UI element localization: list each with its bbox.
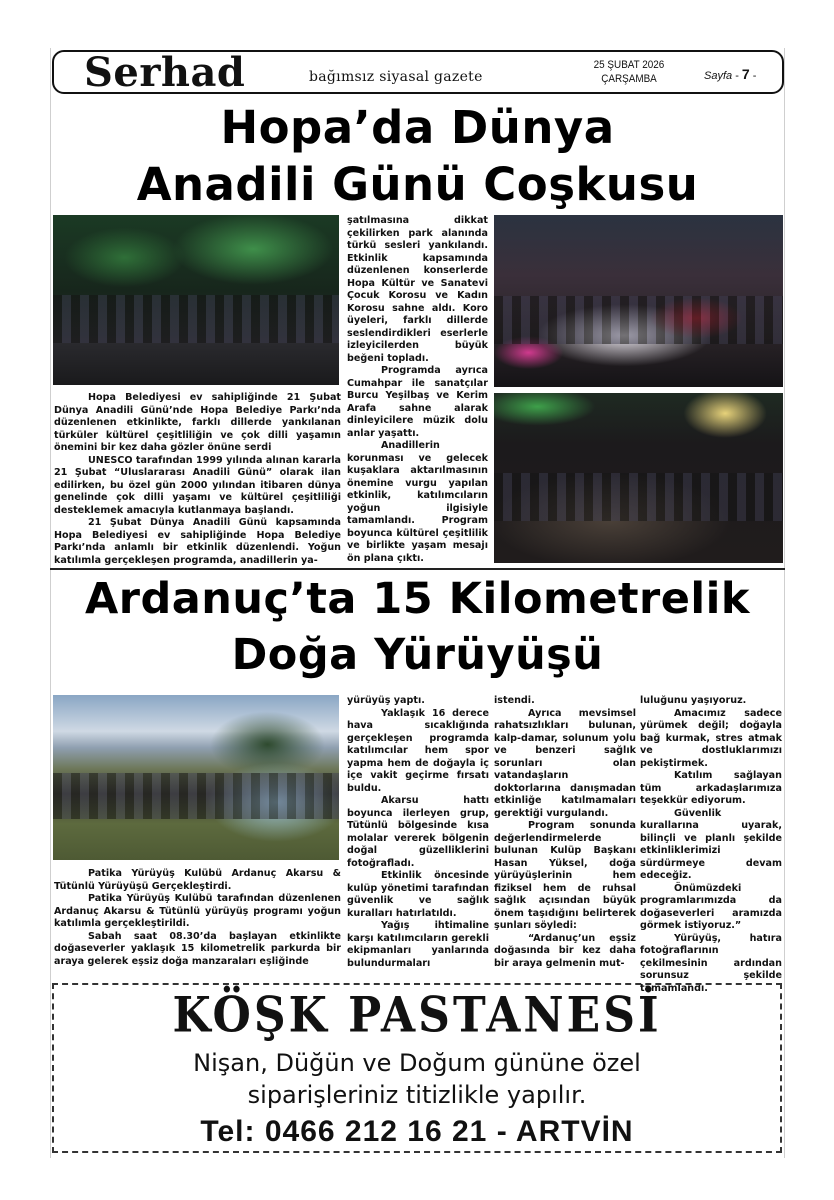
page-dash-right: - [749, 70, 757, 82]
paragraph: Etkinlik öncesinde kulüp yönetimi tarafından güvenlik ve sağlık kuralları hatırlatıldı. [347, 870, 489, 919]
masthead [52, 50, 784, 94]
paragraph: luluğunu yaşıyoruz. [640, 695, 747, 706]
paragraph: Amacımız sadece yürümek değil; doğayla bağ kurmak, stres atmak ve dostluklarımızı pekiştirmek. [640, 707, 782, 769]
paragraph: Akarsu hattı boyunca ilerleyen grup, Tütünlü bölgesinde kısa molalar vererek bölgenin doğal güzelliklerini fotoğrafladı. [347, 795, 489, 869]
article1-column2 [347, 215, 488, 565]
article1-headline-line2: Anadili Günü Coşkusu [136, 158, 699, 211]
ad-phone-line: Tel: 0466 212 16 21 - ARTVİN [200, 1115, 634, 1148]
choir-concert-photo [53, 215, 339, 385]
advertisement-box [52, 983, 782, 1153]
issue-date [584, 58, 674, 86]
paragraph: Sabah saat 08.30’da başlayan etkinlikte doğaseverler yaklaşık 15 kilometrelik parkurda bir araya gelerek eşsiz doğa manzaraları eşliğinde [54, 930, 341, 967]
page-number-value: 7 [741, 66, 750, 82]
article2-headline-line2: Doğa Yürüyüşü [231, 630, 604, 680]
paragraph: UNESCO tarafından 1999 yılında alınan kararla 21 Şubat “Uluslararası Anadili Günü” olarak ilan edilirken, bu özel gün 2000 yılından itibaren dünya genelinde çok dilli yaşamı ve kültürel çeşitliliği desteklemek amacıyla kutlanmaya başlandı. [54, 454, 341, 516]
article2-column1 [54, 868, 341, 968]
article1-column1 [54, 392, 341, 567]
paragraph: Program sonunda değerlendirmelerde bulunan Kulüp Başkanı Hasan Yüksel, doğa yürüyüşlerinin hem fiziksel hem de ruhsal sağlık açısından büyük önem taşıdığını belirterek şunları söyledi: [494, 820, 636, 931]
ad-text-line1: Nişan, Düğün ve Doğum gününe özel [193, 1049, 641, 1077]
photo-people-shading [53, 773, 339, 819]
photo-people-shading [494, 473, 783, 521]
paragraph: Hopa Belediyesi ev sahipliğinde 21 Şubat Dünya Anadili Günü’nde Hopa Belediye Parkı’nda düzenlenen etkinlikte, farklı dillerde yankılanan türküler kültürel çeşitliliğin ve çok dilli yaşamın önemini bir kez daha gözler önüne serdi [54, 392, 341, 453]
paragraph: Önümüzdeki programlarımızda da doğaseverleri aramızda görmek istiyoruz.” [640, 882, 782, 931]
paragraph: Katılım sağlayan tüm arkadaşlarımıza teşekkür ediyorum. [640, 770, 782, 806]
issue-date-day: 25 ŞUBAT 2026 [593, 59, 665, 71]
article1-headline-line1: Hopa’da Dünya [220, 101, 615, 154]
children-choir-photo [494, 215, 783, 387]
paragraph: Yaklaşık 16 derece hava sıcaklığında gerçekleşen programda katılımcılar hem spor yapma hem de doğayla iç içe vakit geçirme fırsatı buldu. [347, 707, 489, 794]
paragraph: 21 Şubat Dünya Anadili Günü kapsamında Hopa Belediyesi ev sahipliğinde Hopa Belediye Parkı’nda anlamlı bir etkinlik düzenlendi. Yoğun katılımla gerçekleşen programda, anadillerin ya- [54, 517, 341, 566]
newspaper-title: Serhad [84, 49, 246, 96]
page-number [704, 66, 756, 82]
paragraph: Patika Yürüyüş Kulübü Ardanuç Akarsu & Tütünlü Yürüyüşü Gerçekleştirdi. [54, 868, 341, 892]
paragraph: Güvenlik kurallarına uyarak, bilinçli ve planlı şekilde etkinliklerimizi sürdürmeye devam edeceğiz. [640, 807, 782, 881]
photo-people-shading [494, 296, 783, 344]
ad-text-line2: siparişleriniz titizlikle yapılır. [247, 1081, 587, 1109]
paragraph: Ayrıca mevsimsel rahatsızlıkları bulunan, kalp-damar, solunum yolu ve benzeri sağlık sorunları olan vatandaşların doktorlarına danışmadan etkinliğe katılmamaları gerektiği vurgulandı. [494, 707, 636, 819]
section-divider [50, 568, 785, 570]
article2-column2 [347, 695, 489, 970]
article2-column4 [640, 695, 782, 995]
ad-business-name: KÖŞK PASTANESİ [172, 987, 662, 1044]
paragraph: istendi. [494, 695, 535, 706]
paragraph: yürüyüş yaptı. [347, 695, 425, 706]
page-label: Sayfa [704, 70, 733, 82]
page-dash-left: - [732, 70, 742, 82]
paragraph: Anadillerin korunması ve gelecek kuşaklara aktarılmasının önemine vurgu yapılan etkinlik, katılımcıların yoğun ilgisiyle tamamlandı. Program boyunca kültürel çeşitlilik ve birlikte yaşam mesajı ön plana çıktı. [347, 440, 488, 564]
newspaper-tagline: bağımsız siyasal gazete [309, 69, 483, 85]
paragraph: “Ardanuç’un eşsiz doğasında bir kez daha bir araya gelmenin mut- [494, 932, 636, 969]
paragraph: şatılmasına dikkat çekilirken park alanında türkü sesleri yankılandı. Etkinlik kapsamında düzenlenen konserlerde Hopa Kültür ve Sanatevi Çocuk Korosu ve Kadın Korosu sahne aldı. Koro üyeleri, farklı dillerde seslendirdikleri eserlerle izleyicilerden büyük beğeni topladı. [347, 215, 488, 364]
article2-headline-line1: Ardanuç’ta 15 Kilometrelik [85, 574, 750, 624]
paragraph: Patika Yürüyüş Kulübü tarafından düzenlenen Ardanuç Akarsu & Tütünlü yürüyüş programı yoğun katılımla gerçekleştirildi. [54, 893, 341, 929]
issue-date-weekday: ÇARŞAMBA [601, 73, 657, 85]
audience-crowd-photo [494, 393, 783, 563]
paragraph: Programda ayrıca Cumahpar ile sanatçılar Burcu Yeşilbaş ve Kerim Arafa sahne alarak dinleyicilere müzik dolu anlar yaşattı. [347, 365, 488, 439]
hiking-group-photo [53, 695, 339, 860]
photo-people-shading [53, 295, 339, 343]
paragraph: Yürüyüş, hatıra fotoğraflarının çekilmesinin ardından sorunsuz şekilde tamamlandı. [640, 932, 782, 994]
article2-column3 [494, 695, 636, 970]
paragraph: Yağış ihtimaline karşı katılımcıların gerekli ekipmanları yanlarında bulundurmaları [347, 920, 489, 969]
